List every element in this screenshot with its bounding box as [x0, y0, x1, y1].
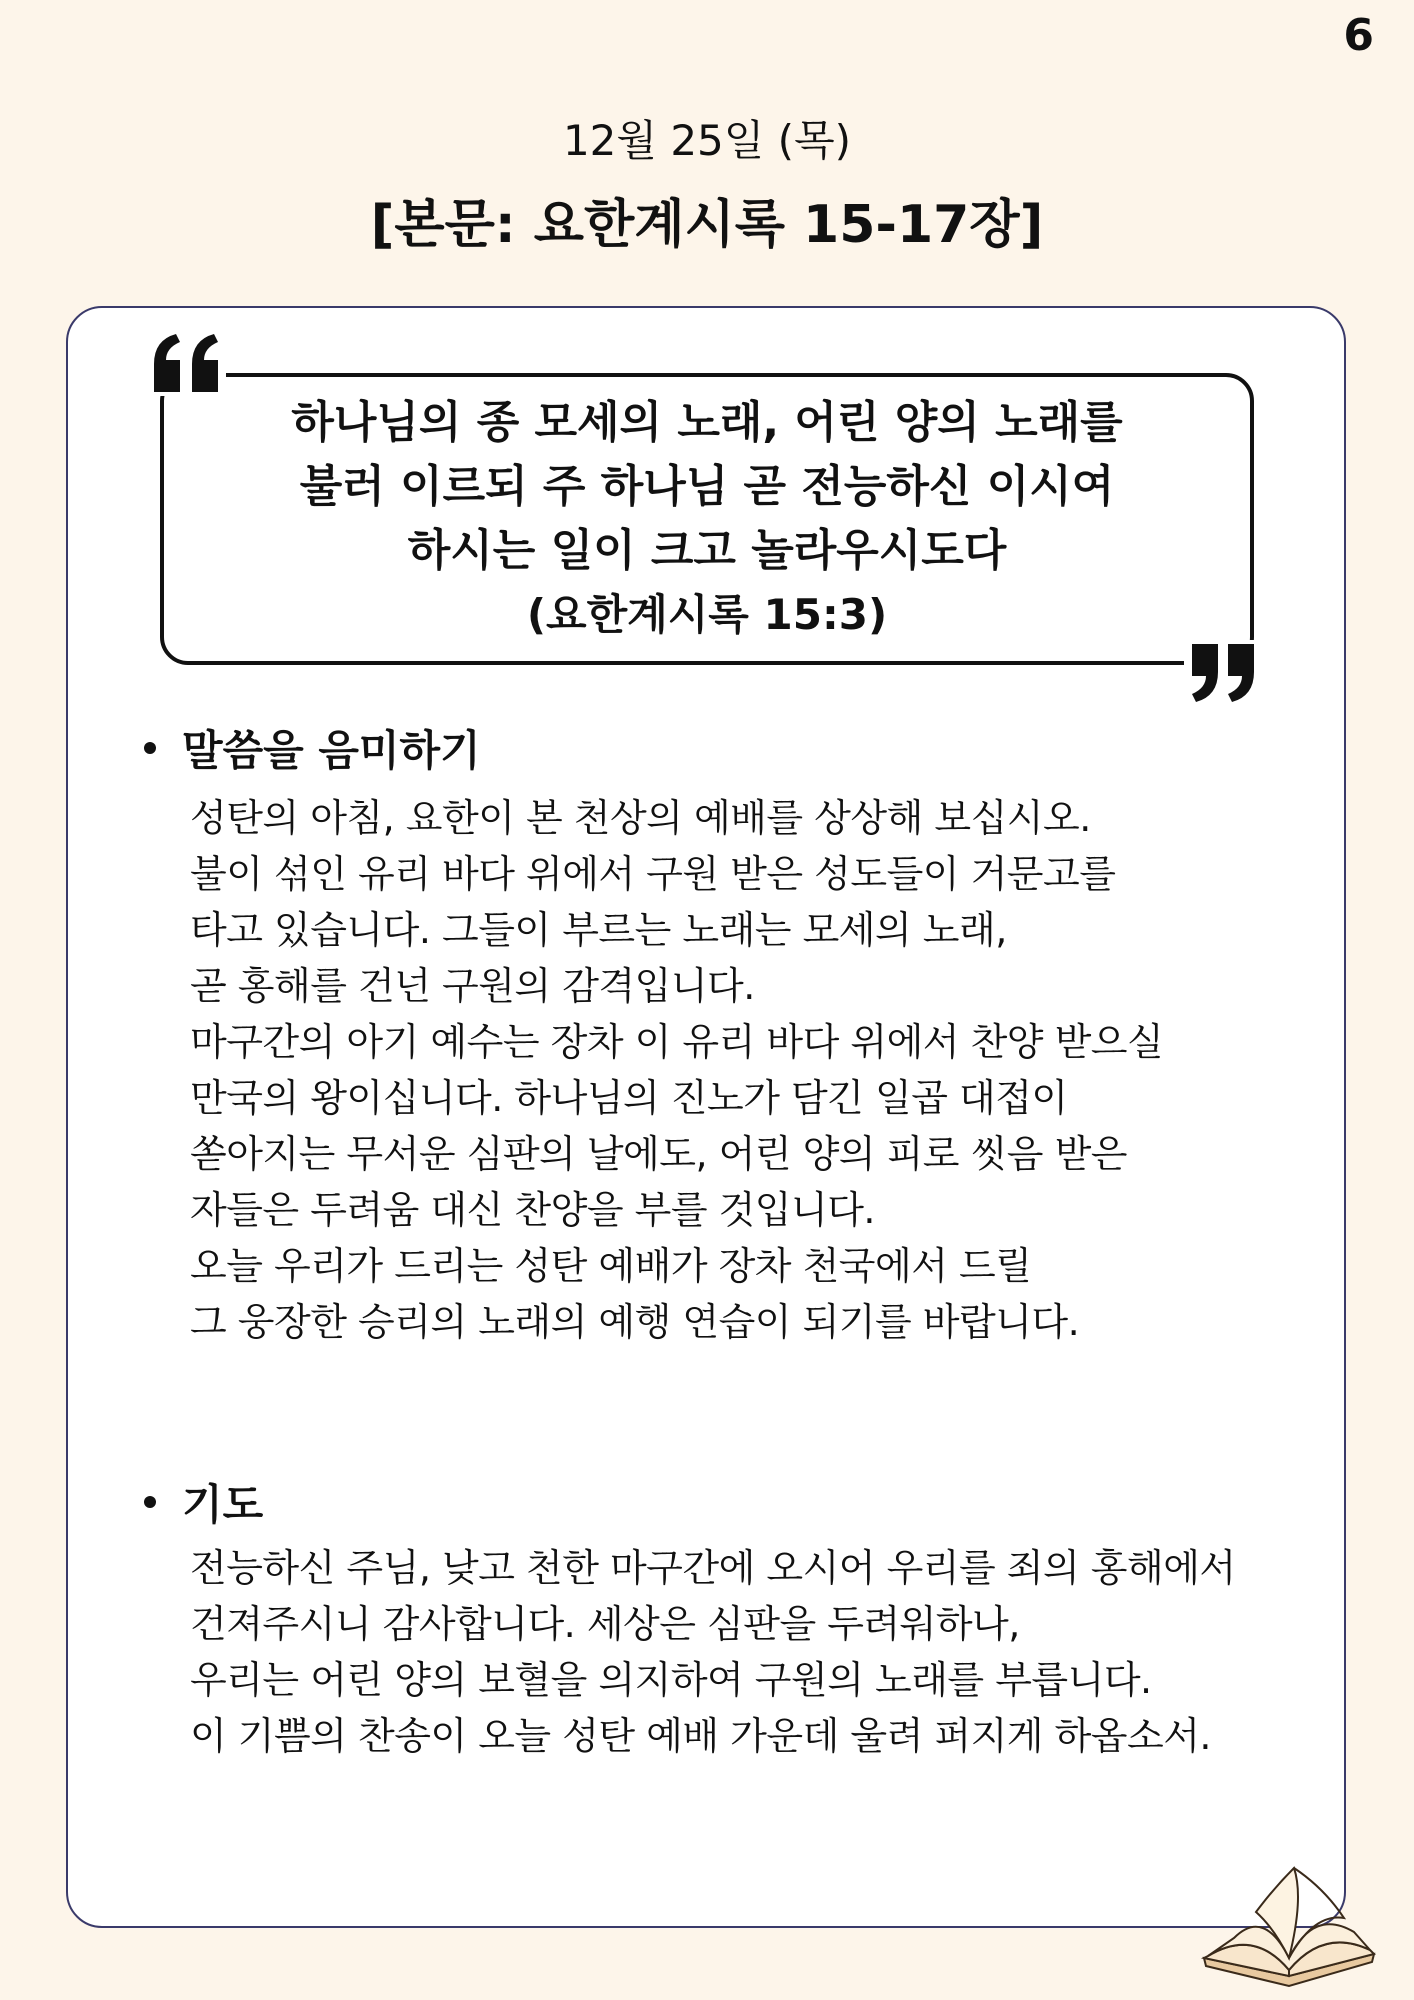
text-line: 쏟아지는 무서운 심판의 날에도, 어린 양의 피로 씻음 받은: [190, 1132, 1127, 1176]
text-line: 자들은 두려움 대신 찬양을 부를 것입니다.: [190, 1188, 876, 1232]
section-heading-label: 기도: [182, 1480, 264, 1529]
page-number: 6: [1343, 10, 1374, 61]
text-line: 우리는 어린 양의 보혈을 의지하여 구원의 노래를 부릅니다.: [190, 1658, 1152, 1702]
date-heading: 12월 25일 (목): [562, 116, 852, 165]
quote-line: 불러 이르되 주 하나님 곧 전능하신 이시여: [299, 461, 1115, 512]
quote-box: [160, 373, 1254, 665]
passage-title: [본문: 요한계시록 15-17장]: [370, 195, 1044, 255]
text-line: 오늘 우리가 드리는 성탄 예배가 장차 천국에서 드릴: [190, 1244, 1032, 1288]
text-line: 전능하신 주님, 낮고 천한 마구간에 오시어 우리를 죄의 홍해에서: [190, 1546, 1236, 1590]
text-line: 불이 섞인 유리 바다 위에서 구원 받은 성도들이 거문고를: [190, 852, 1116, 896]
text-line: 건져주시니 감사합니다. 세상은 심판을 두려워하나,: [190, 1602, 1020, 1646]
text-line: 성탄의 아침, 요한이 본 천상의 예배를 상상해 보십시오.: [190, 796, 1091, 840]
quote-reference: (요한계시록 15:3): [526, 590, 888, 639]
text-line: 타고 있습니다. 그들이 부르는 노래는 모세의 노래,: [190, 908, 1007, 952]
text-line: 마구간의 아기 예수는 장차 이 유리 바다 위에서 찬양 받으실: [190, 1020, 1164, 1064]
text-line: 만국의 왕이십니다. 하나님의 진노가 담긴 일곱 대접이: [190, 1076, 1068, 1120]
text-line: 곧 홍해를 건넌 구원의 감격입니다.: [190, 964, 755, 1008]
bullet-icon: [144, 742, 156, 754]
quote-line: 하시는 일이 크고 놀라우시도다: [407, 525, 1007, 576]
quote-line: 하나님의 종 모세의 노래, 어린 양의 노래를: [291, 397, 1123, 448]
open-book-icon: [1194, 1858, 1384, 1988]
close-quote-icon: [1184, 640, 1260, 706]
text-line: 이 기쁨의 찬송이 오늘 성탄 예배 가운데 울려 퍼지게 하옵소서.: [190, 1714, 1211, 1758]
bullet-icon: [144, 1496, 156, 1508]
open-quote-icon: [150, 330, 226, 396]
text-line: 그 웅장한 승리의 노래의 예행 연습이 되기를 바랍니다.: [190, 1300, 1080, 1344]
prayer-body: [190, 1540, 1236, 1764]
section-heading-label: 말씀을 음미하기: [182, 726, 481, 775]
section-heading-prayer: [140, 1472, 263, 1532]
meditation-body: [190, 790, 1163, 1350]
section-heading-meditation: [140, 718, 481, 778]
